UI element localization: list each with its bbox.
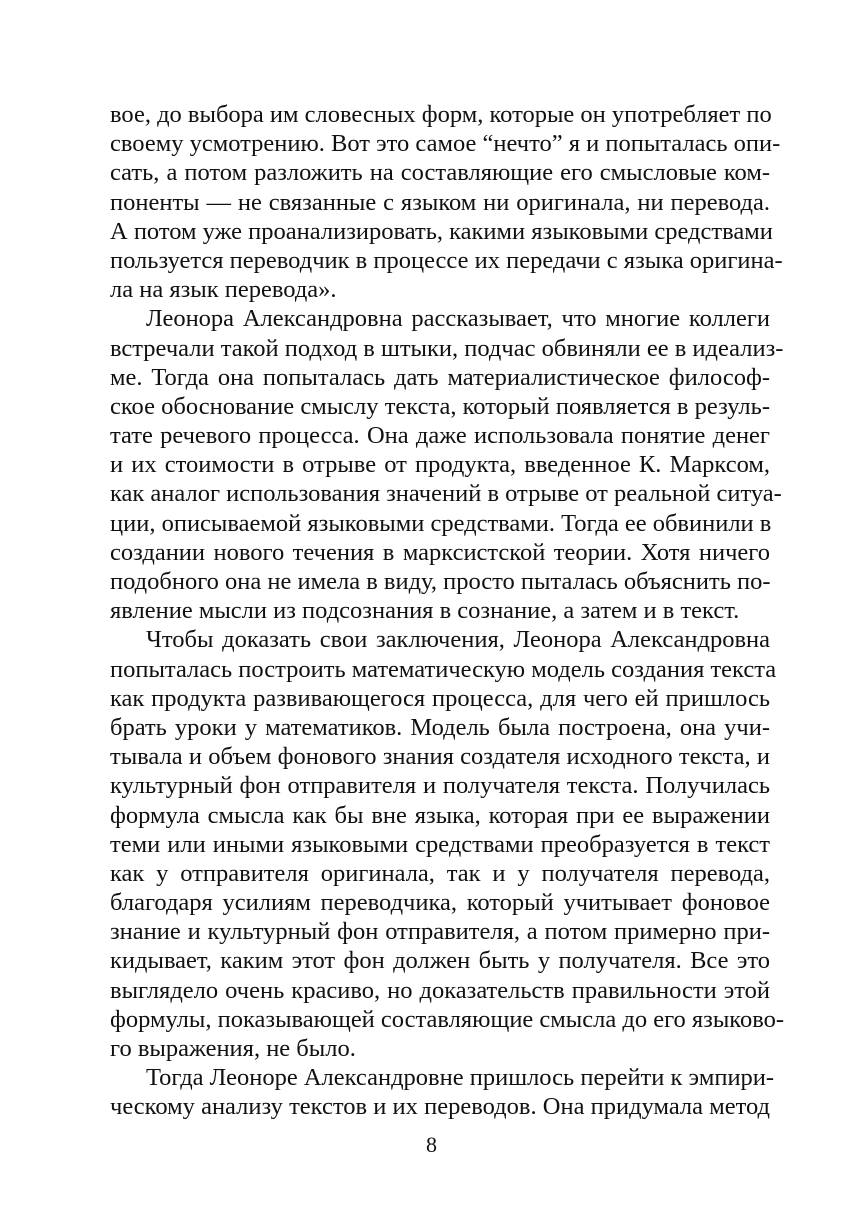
text-line: ме. Тогда она попыталась дать материалистическое философ- [110,363,770,391]
text-line: теми или иными языковыми средствами преобразуется в текст [110,830,770,858]
text-line: ции, описываемой языковыми средствами. Тогда ее обвинили в [110,509,772,537]
text-line: Тогда Леоноре Александровне пришлось перейти к эмпири- [146,1064,775,1092]
paragraph [110,1063,775,1121]
text-line: ла на язык перевода». [110,276,337,304]
text-line: сать, а потом разложить на составляющие его смысловые ком- [110,159,770,187]
text-line: ческому анализу текстов и их переводов. Она придумала метод [110,1093,770,1121]
text-line: тате речевого процесса. Она даже использовала понятие денег [110,422,770,450]
text-line: брать уроки у математиков. Модель была построена, она учи- [110,713,770,741]
text-line: как продукта развивающегося процесса, для чего ей пришлось [110,684,770,712]
text-line: тывала и объем фонового знания создателя исходного текста, и [110,743,770,771]
text-line: знание и культурный фон отправителя, а потом примерно при- [110,918,770,946]
text-line: Леонора Александровна рассказывает, что многие коллеги [146,305,770,333]
text-line: вое, до выбора им словесных форм, которые он употребляет по [110,101,772,128]
text-line: подобного она не имела в виду, просто пыталась объяснить по- [110,568,771,595]
text-line: благодаря усилиям переводчика, который учитывает фоновое [110,889,770,917]
text-line: своему усмотрению. Вот это самое “нечто” я и попыталась опи- [110,130,781,158]
text-line: создании нового течения в марксистской теории. Хотя ничего [110,538,770,566]
body-text [110,100,785,1122]
text-line: и их стоимости в отрыве от продукта, введенное К. Марксом, [110,451,770,479]
text-line: ское обоснование смыслу текста, который появляется в резуль- [110,392,770,420]
paragraph [110,100,783,304]
text-line: культурный фон отправителя и получателя текста. Получилась [110,772,770,800]
page-number: 8 [426,1132,437,1157]
text-line: пользуется переводчик в процессе их передачи с языка оригина- [110,246,783,274]
paragraph [110,625,785,1063]
text-line: попыталась построить математическую модель создания текста [110,655,777,683]
text-line: кидывает, каким этот фон должен быть у получателя. Все это [110,947,770,975]
text-line: явление мысли из подсознания в сознание, а затем и в текст. [110,597,740,625]
text-line: Чтобы доказать свои заключения, Леонора Александровна [146,626,770,654]
text-line: поненты — не связанные с языком ни оригинала, ни перевода. [110,188,770,216]
text-line: формула смысла как бы вне языка, которая при ее выражении [110,801,770,829]
text-line: выглядело очень красиво, но доказательств правильности этой [110,976,770,1004]
text-line: встречали такой подход в штыки, подчас обвиняли ее в идеализ- [110,334,784,362]
text-line: А потом уже проанализировать, какими языковыми средствами [110,217,773,245]
text-line: формулы, показывающей составляющие смысла до его языково- [110,1005,785,1033]
text-line: как у отправителя оригинала, так и у получателя перевода, [110,859,770,887]
paragraph [110,304,784,625]
text-line: го выражения, не было. [110,1035,356,1062]
text-line: как аналог использования значений в отрыве от реальной ситуа- [110,480,782,508]
